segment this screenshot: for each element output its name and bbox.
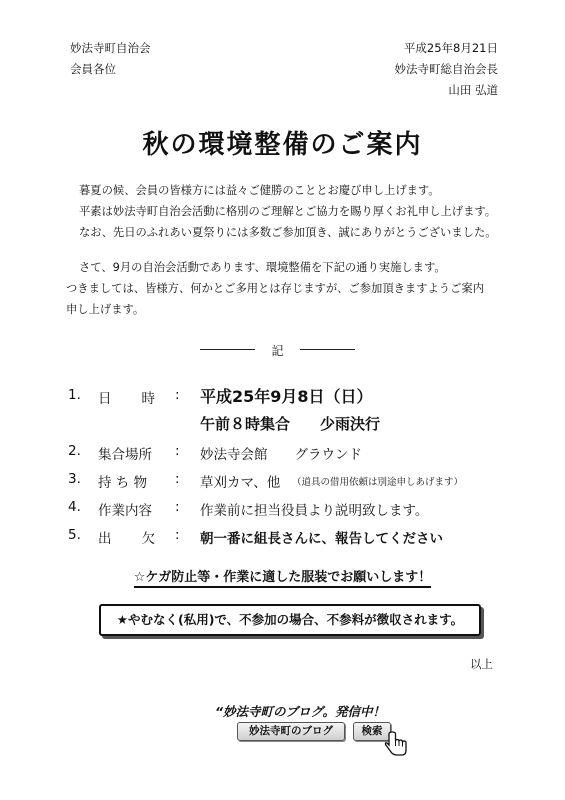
body-line-2: つきましては、皆様方、何かとご多用とは存じますが、ご参加頂きますようご案内 <box>66 282 484 295</box>
item-5-number: 5. <box>68 527 81 543</box>
greeting-line-1: 暮夏の候、会員の皆様方には益々ご健勝のこととお慶び申し上げます。 <box>79 184 440 197</box>
item-3-label: 持 ち 物 <box>98 475 148 491</box>
sender-name: 山田 弘道 <box>448 83 498 97</box>
recipient-members: 会員各位 <box>70 62 116 76</box>
document-title: 秋の環境整備のご案内 <box>142 130 423 160</box>
ki-separator <box>200 340 355 358</box>
item-4-number: 4. <box>68 499 81 515</box>
item-1-number: 1. <box>68 387 81 403</box>
item-2-label: 集合場所 <box>98 447 152 463</box>
sender-org: 妙法寺町総自治会長 <box>394 62 498 76</box>
body-line-1: さて、9月の自治会活動であります、環境整備を下記の通り実施します。 <box>79 261 446 274</box>
blog-search-box[interactable]: 妙法寺町のブログ <box>237 722 345 741</box>
item-5-colon: : <box>175 527 180 543</box>
body-line-3: 申し上げます。 <box>66 303 145 316</box>
item-1-date: 平成25年9月8日（日） <box>200 387 373 406</box>
item-5-label: 出 欠 <box>98 531 156 547</box>
item-4-label: 作業内容 <box>98 503 152 519</box>
item-5-value: 朝一番に組長さんに、報告してください <box>200 531 443 547</box>
item-1-colon: : <box>175 387 180 403</box>
item-2-number: 2. <box>68 443 81 459</box>
ki-right-rule <box>300 349 355 350</box>
item-1-time: 午前８時集合 少雨決行 <box>200 415 381 433</box>
ki-label: 記 <box>271 344 284 358</box>
recipient-org: 妙法寺町自治会 <box>70 41 151 55</box>
item-3-note: （道具の借用依頼は別途申しあげます） <box>292 477 464 488</box>
blog-heading: “妙法寺町のブログ。発信中！ <box>215 704 386 719</box>
item-4-value: 作業前に担当役員より説明致します。 <box>200 503 429 519</box>
item-3-colon: : <box>175 471 180 487</box>
caution-text: ☆ケガ防止等・作業に適した服装でお願いします！ <box>134 570 431 588</box>
item-2-value: 妙法寺会館 グラウンド <box>200 447 362 463</box>
item-4-colon: : <box>175 499 180 515</box>
item-1-label: 日 時 <box>98 391 156 407</box>
greeting-line-3: なお、先日のふれあい夏祭りには多数ご参加頂き、誠にありがとうございました。 <box>79 226 497 239</box>
pointing-hand-icon <box>383 730 411 758</box>
item-2-colon: : <box>175 443 180 459</box>
search-button[interactable]: 検索 <box>353 722 391 741</box>
caution-wrap <box>0 566 565 585</box>
issue-date: 平成25年8月21日 <box>403 41 498 55</box>
item-3-number: 3. <box>68 471 81 487</box>
absence-fee-notice: ★やむなく(私用)で、不参加の場合、不参料が徴収されます。 <box>99 604 481 636</box>
item-3-value: 草刈カマ、他 <box>200 475 281 491</box>
closing-mark: 以上 <box>470 657 493 671</box>
greeting-line-2: 平素は妙法寺町自治会活動に格別のご理解とご協力を賜り厚くお礼申し上げます。 <box>79 205 497 218</box>
